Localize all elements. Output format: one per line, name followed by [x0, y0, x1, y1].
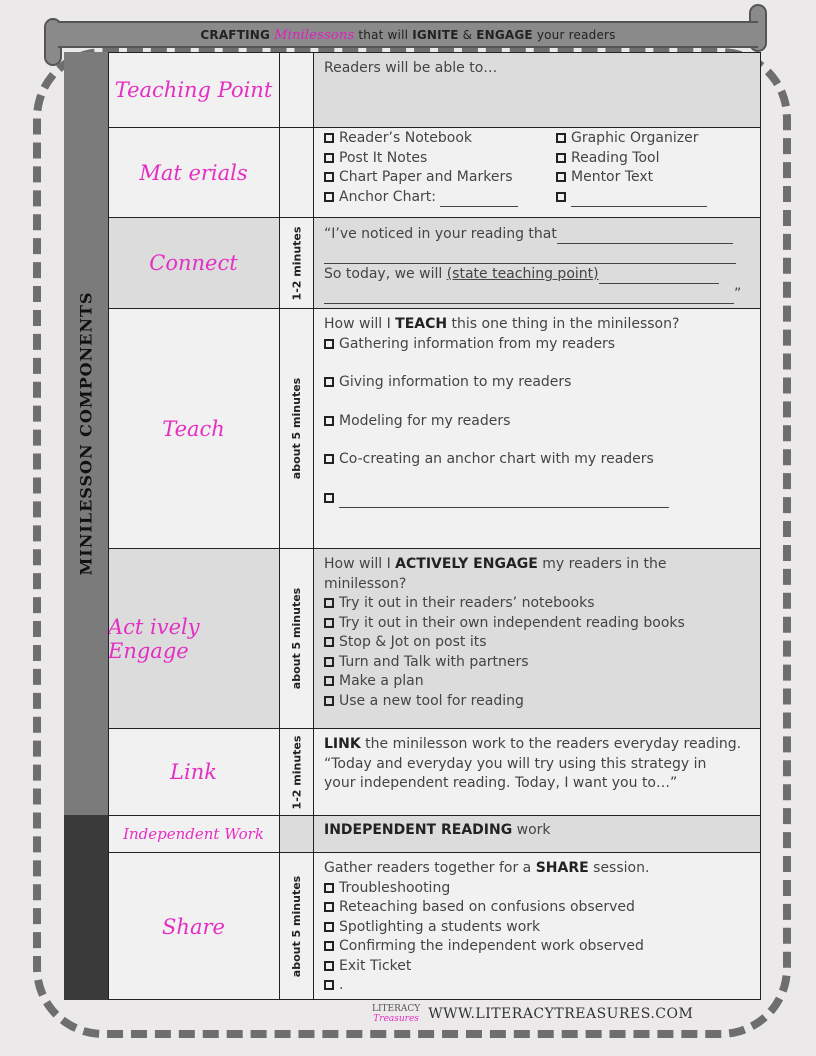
- link-label: Link: [108, 729, 280, 815]
- row-link: [108, 728, 760, 815]
- engage-option[interactable]: Stop & Jot on post its: [324, 633, 750, 653]
- row-materials: [108, 127, 760, 217]
- checkbox-icon: [324, 133, 334, 143]
- row-teaching-point: [108, 52, 760, 127]
- checkbox-icon: [556, 192, 566, 202]
- engage-time: about 5 minutes: [280, 549, 314, 728]
- share-time: about 5 minutes: [280, 853, 314, 1000]
- sidebar-label: MINILESSON COMPONENTS: [76, 291, 96, 576]
- share-option[interactable]: .: [324, 976, 750, 996]
- link-text: LINK the minilesson work to the readers everyday reading. “Today and everyday you will try using this strategy in your independent reading. Today, I want you to…”: [314, 729, 760, 815]
- teach-option-blank[interactable]: [324, 489, 750, 509]
- teaching-point-time: [280, 53, 314, 127]
- engage-option[interactable]: Use a new tool for reading: [324, 692, 750, 712]
- checkbox-icon: [324, 454, 334, 464]
- independent-label: Independent Work: [108, 816, 280, 852]
- teach-option[interactable]: Gathering information from my readers: [324, 335, 750, 355]
- teaching-point-label: Teaching Point: [108, 53, 280, 127]
- share-option[interactable]: Troubleshooting: [324, 879, 750, 899]
- banner-ignite: IGNITE: [412, 28, 459, 42]
- materials-label: Mat erials: [108, 128, 280, 217]
- teaching-point-field[interactable]: Readers will be able to…: [314, 53, 760, 127]
- material-item[interactable]: [556, 188, 756, 208]
- teach-time: about 5 minutes: [280, 309, 314, 548]
- checkbox-icon: [324, 980, 334, 990]
- checkbox-icon: [324, 676, 334, 686]
- engage-option[interactable]: Make a plan: [324, 672, 750, 692]
- checkbox-icon: [324, 377, 334, 387]
- share-label: Share: [108, 853, 280, 1000]
- engage-option[interactable]: Turn and Talk with partners: [324, 653, 750, 673]
- banner-your-readers: your readers: [536, 28, 616, 42]
- teach-option[interactable]: Co-creating an anchor chart with my readers: [324, 450, 750, 470]
- checkbox-icon: [324, 618, 334, 628]
- material-blank[interactable]: [571, 206, 707, 207]
- teach-option[interactable]: Modeling for my readers: [324, 412, 750, 432]
- row-share: [108, 852, 760, 1000]
- engage-label: Act ively Engage: [108, 549, 280, 728]
- literacy-treasures-logo: LITERACY Treasures: [372, 1004, 421, 1024]
- materials-list: [314, 128, 760, 217]
- banner-engage: ENGAGE: [476, 28, 533, 42]
- row-engage: [108, 548, 760, 728]
- material-item[interactable]: Reader’s Notebook: [324, 129, 556, 149]
- checkbox-icon: [324, 902, 334, 912]
- footer: [372, 1000, 693, 1028]
- footer-url[interactable]: WWW.LITERACYTREASURES.COM: [428, 1006, 694, 1022]
- anchor-chart-blank[interactable]: [440, 206, 518, 207]
- independent-text: INDEPENDENT READING work: [314, 816, 760, 852]
- teach-option[interactable]: Giving information to my readers: [324, 373, 750, 393]
- checkbox-icon: [324, 598, 334, 608]
- row-independent: [108, 815, 760, 852]
- banner-amp: &: [462, 28, 473, 42]
- sidebar-dark-segment: [64, 815, 108, 1000]
- share-option[interactable]: Reteaching based on confusions observed: [324, 898, 750, 918]
- checkbox-icon: [324, 696, 334, 706]
- teach-options: How will I TEACH this one thing in the minilesson? Gathering information from my readers Giving information to my readers Modeling for my readers Co-creating an anchor chart with my readers: [314, 309, 760, 548]
- share-option[interactable]: Confirming the independent work observed: [324, 937, 750, 957]
- checkbox-icon: [324, 941, 334, 951]
- share-option[interactable]: Spotlighting a students work: [324, 918, 750, 938]
- row-teach: [108, 308, 760, 548]
- row-connect: [108, 217, 760, 308]
- checkbox-icon: [556, 172, 566, 182]
- banner-minilessons: Minilessons: [274, 28, 355, 43]
- checkbox-icon: [324, 192, 334, 202]
- checkbox-icon: [324, 922, 334, 932]
- checkbox-icon: [324, 883, 334, 893]
- teach-label: Teach: [108, 309, 280, 548]
- checkbox-icon: [324, 961, 334, 971]
- checkbox-icon: [556, 153, 566, 163]
- material-item[interactable]: Reading Tool: [556, 149, 756, 169]
- banner-title: [58, 21, 758, 48]
- banner-crafting: CRAFTING: [200, 28, 271, 42]
- engage-option[interactable]: Try it out in their own independent reading books: [324, 614, 750, 634]
- independent-time: [280, 816, 314, 852]
- checkbox-icon: [324, 657, 334, 667]
- engage-options: How will I ACTIVELY ENGAGE my readers in the minilesson? Try it out in their readers’ notebooks Try it out in their own independent reading books Stop & Jot on post its Turn and Talk with partners Make a plan Use a new tool for reading: [314, 549, 760, 728]
- checkbox-icon: [324, 416, 334, 426]
- connect-script[interactable]: “I’ve noticed in your reading that So today, we will (state teaching point) ”: [314, 218, 760, 308]
- checkbox-icon: [324, 172, 334, 182]
- share-options: Gather readers together for a SHARE session. Troubleshooting Reteaching based on confusions observed Spotlighting a students work Confirming the independent work observed Exit Ticket .: [314, 853, 760, 1000]
- link-time: 1-2 minutes: [280, 729, 314, 815]
- share-option[interactable]: Exit Ticket: [324, 957, 750, 977]
- engage-option[interactable]: Try it out in their readers’ notebooks: [324, 594, 750, 614]
- material-item[interactable]: Graphic Organizer: [556, 129, 756, 149]
- title-banner: [44, 18, 767, 49]
- checkbox-icon: [324, 493, 334, 503]
- connect-label: Connect: [108, 218, 280, 308]
- checkbox-icon: [556, 133, 566, 143]
- material-item[interactable]: Mentor Text: [556, 168, 756, 188]
- material-item[interactable]: Chart Paper and Markers: [324, 168, 556, 188]
- connect-time: 1-2 minutes: [280, 218, 314, 308]
- checkbox-icon: [324, 153, 334, 163]
- materials-time: [280, 128, 314, 217]
- banner-that-will: that will: [358, 28, 409, 42]
- checkbox-icon: [324, 339, 334, 349]
- material-item[interactable]: Post It Notes: [324, 149, 556, 169]
- material-item[interactable]: Anchor Chart:: [324, 188, 556, 208]
- checkbox-icon: [324, 637, 334, 647]
